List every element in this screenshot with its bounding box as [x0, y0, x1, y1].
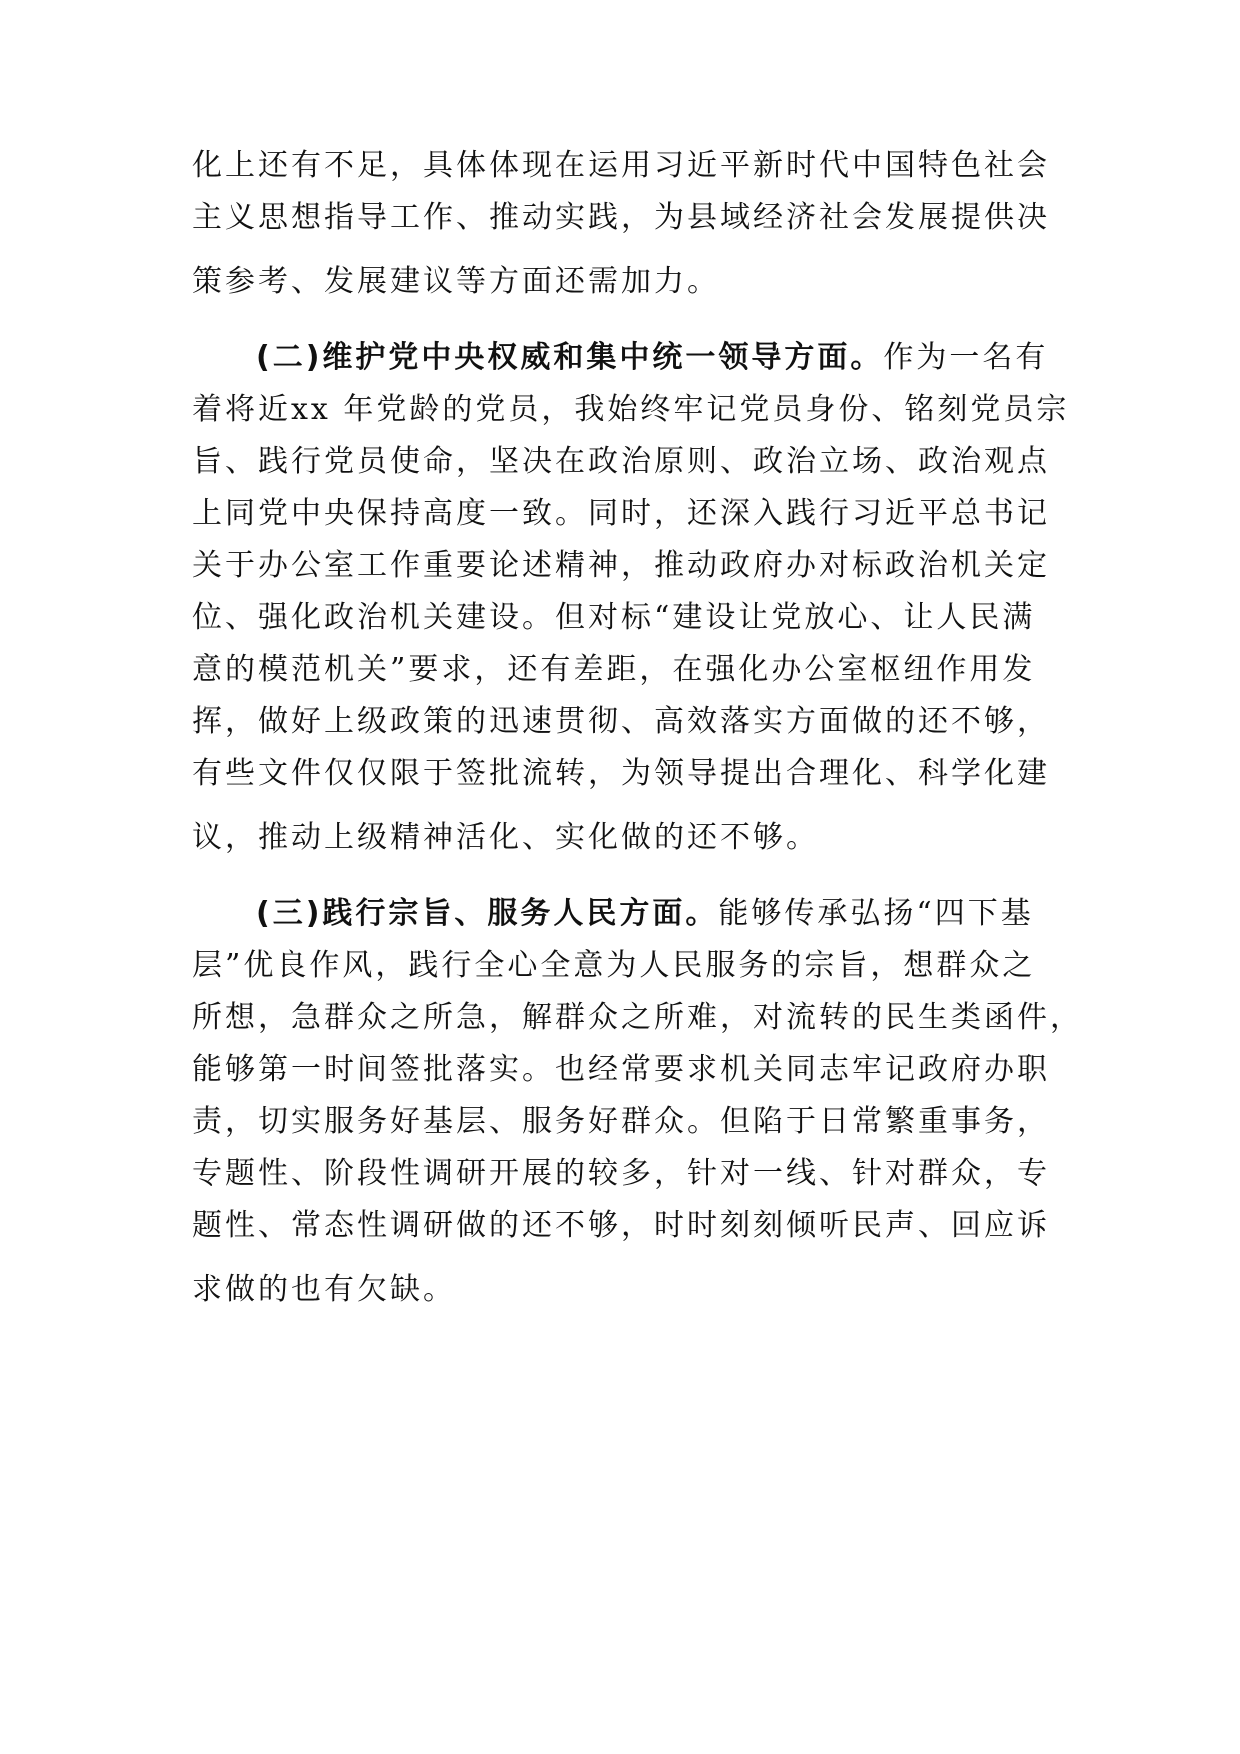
paragraph-3-line-5: 责，切实服务好基层、服务好群众。但陷于日常繁重事务，	[192, 1104, 1050, 1139]
paragraph-1-line-3: 策参考、发展建议等方面还需加力。	[192, 264, 720, 299]
paragraph-2-line-8: 挥，做好上级政策的迅速贯彻、高效落实方面做的还不够，	[192, 704, 1050, 739]
paragraph-2-first-line-rest: 作为一名有	[883, 340, 1049, 375]
paragraph-3-line-8: 求做的也有欠缺。	[192, 1272, 456, 1307]
paragraph-1-line-2: 主义思想指导工作、推动实践，为县域经济社会发展提供决	[192, 200, 1050, 235]
paragraph-2-line-10: 议，推动上级精神活化、实化做的还不够。	[192, 820, 819, 855]
paragraph-2-line-2: 着将近xx 年党龄的党员，我始终牢记党员身份、铭刻党员宗	[192, 392, 1070, 427]
paragraph-3-line-3: 所想，急群众之所急，解群众之所难，对流转的民生类函件，	[192, 1000, 1083, 1035]
paragraph-2-line-9: 有些文件仅仅限于签批流转，为领导提出合理化、科学化建	[192, 756, 1050, 791]
section-heading-3: (三)践行宗旨、服务人民方面。	[256, 896, 719, 931]
paragraph-3-line-4: 能够第一时间签批落实。也经常要求机关同志牢记政府办职	[192, 1052, 1050, 1087]
paragraph-3-line-6: 专题性、阶段性调研开展的较多，针对一线、针对群众，专	[192, 1156, 1050, 1191]
paragraph-3-line-7: 题性、常态性调研做的还不够，时时刻刻倾听民声、回应诉	[192, 1208, 1050, 1243]
paragraph-1-line-1: 化上还有不足，具体体现在运用习近平新时代中国特色社会	[192, 148, 1050, 183]
paragraph-3-line-2: 层”优良作风，践行全心全意为人民服务的宗旨，想群众之	[192, 948, 1036, 983]
paragraph-2-line-5: 关于办公室工作重要论述精神，推动政府办对标政治机关定	[192, 548, 1050, 583]
paragraph-3-first-line	[256, 894, 1034, 934]
paragraph-2-first-line	[256, 338, 1048, 378]
paragraph-3-first-line-rest: 能够传承弘扬“四下基	[718, 896, 1034, 931]
section-heading-2: (二)维护党中央权威和集中统一领导方面。	[256, 340, 884, 375]
paragraph-2-line-4: 上同党中央保持高度一致。同时，还深入践行习近平总书记	[192, 496, 1050, 531]
paragraph-2-line-6: 位、强化政治机关建设。但对标“建设让党放心、让人民满	[192, 600, 1036, 635]
paragraph-2-line-7: 意的模范机关”要求，还有差距，在强化办公室枢纽作用发	[192, 652, 1036, 687]
paragraph-2-line-3: 旨、践行党员使命，坚决在政治原则、政治立场、政治观点	[192, 444, 1050, 479]
